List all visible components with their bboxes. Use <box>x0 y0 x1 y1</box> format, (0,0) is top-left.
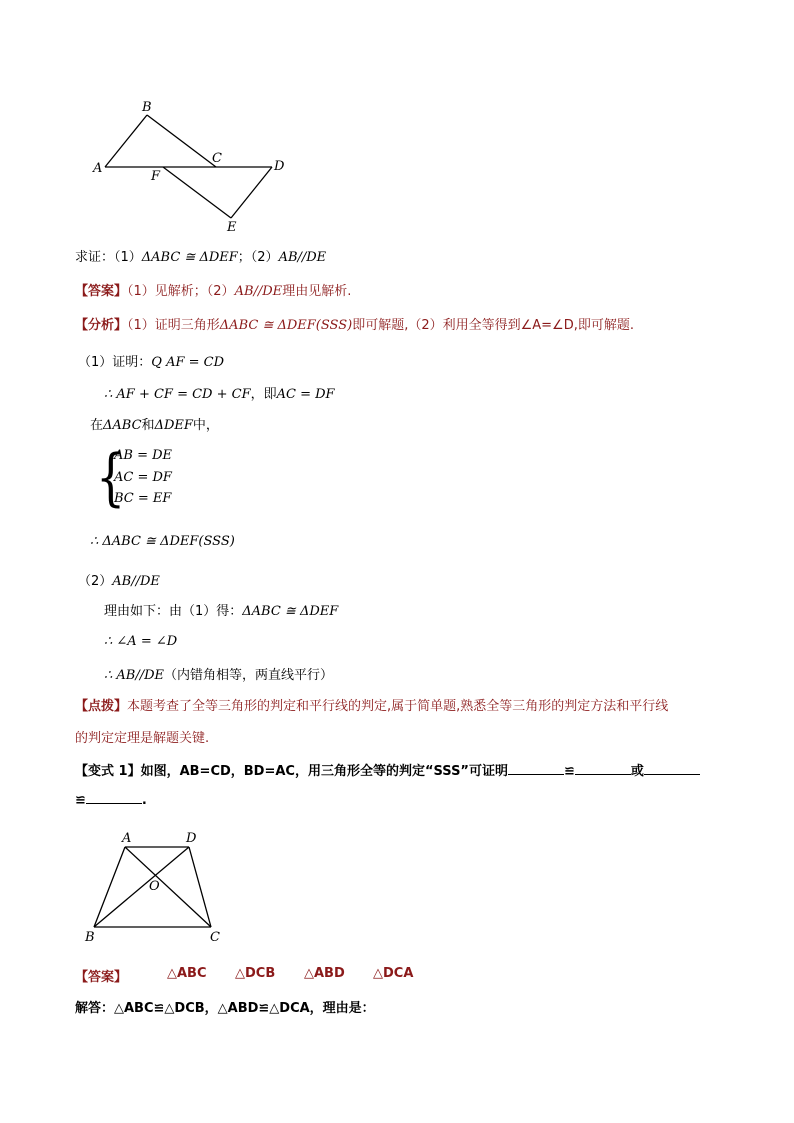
prove-prefix: 求证：（1） <box>75 250 142 265</box>
analysis-line <box>75 314 634 333</box>
label-b2: B <box>85 930 95 945</box>
tip-line-2: 的判定定理是解题关键. <box>75 731 210 746</box>
part2-heading <box>78 570 160 589</box>
blank-2[interactable] <box>575 762 631 775</box>
part2-angle: ∴ ∠A = ∠D <box>104 634 178 649</box>
proof-l3-post: 中， <box>192 418 219 433</box>
variant-period: . <box>141 793 147 808</box>
segment-bc <box>147 115 216 167</box>
label-a2: A <box>122 831 132 846</box>
segment-dc-right <box>189 847 211 927</box>
proof-line-3 <box>90 414 219 433</box>
part2-heading-math: AB//DE <box>112 574 160 589</box>
segment-fe <box>163 167 231 218</box>
proof-l3-pre: 在 <box>90 418 104 433</box>
part2-final-math: ∴ AB//DE <box>104 668 165 683</box>
proof-l3-math-1: ΔABC <box>103 418 142 433</box>
system-eq-2: AC = DF <box>114 470 172 485</box>
label-e: E <box>227 220 237 234</box>
segment-de <box>231 167 272 218</box>
variant-line-2 <box>75 791 147 808</box>
proof-l2-math: ∴ AF + CF = CD + CF <box>104 387 251 402</box>
tip-tag: 【点拨】 <box>75 699 128 714</box>
variant-text: 如图，AB=CD，BD=AC，用三角形全等的判定“SSS”可证明 <box>140 764 508 779</box>
answer2-item-1: △ABC <box>167 966 207 981</box>
prove-math-1: ΔABC ≅ ΔDEF <box>141 250 238 265</box>
answer2-item-4: △DCA <box>373 966 414 981</box>
answer-part-2: 理由见解析. <box>282 284 352 299</box>
proof-l1-text: （1）证明： <box>78 355 152 370</box>
answer2-tag: 【答案】 <box>75 970 128 985</box>
cong-2: ≌ <box>75 793 86 808</box>
equation-brace: { <box>96 440 126 514</box>
label-d: D <box>274 159 285 174</box>
part2-heading-text: （2） <box>78 574 113 589</box>
analysis-math: ΔABC ≅ ΔDEF(SSS) <box>219 318 353 333</box>
label-d2: D <box>186 831 197 846</box>
cong-1: ≌ <box>563 764 575 779</box>
analysis-part-1: （1）证明三角形 <box>127 318 220 333</box>
answer-part-1: （1）见解析；（2） <box>127 284 235 299</box>
label-o: O <box>149 879 160 894</box>
variant-or: 或 <box>630 764 644 779</box>
solution-line: 解答：△ABC≌△DCB，△ABD≌△DCA，理由是： <box>75 1001 375 1016</box>
blank-4[interactable] <box>86 791 142 804</box>
label-b: B <box>142 100 152 115</box>
proof-line-2 <box>104 383 335 402</box>
proof-l2-math-2: AC = DF <box>276 387 335 402</box>
answer2-item-2: △DCB <box>235 966 276 981</box>
variant-line-1 <box>75 760 700 779</box>
prove-line <box>75 246 326 265</box>
answer-line <box>75 280 351 299</box>
system-eq-3: BC = EF <box>114 491 172 506</box>
proof-l3-math-2: ΔDEF <box>154 418 193 433</box>
answer-tag: 【答案】 <box>75 284 128 299</box>
part2-final-text: （内错角相等，两直线平行） <box>164 668 334 683</box>
label-c: C <box>212 151 222 166</box>
blank-3[interactable] <box>644 762 700 775</box>
prove-math-2: AB//DE <box>278 250 327 265</box>
proof-conclusion: ∴ ΔABC ≅ ΔDEF(SSS) <box>90 534 235 549</box>
label-c2: C <box>210 930 220 945</box>
figure-2-diagram <box>82 828 232 948</box>
diagonal-ac <box>125 847 211 927</box>
blank-1[interactable] <box>508 762 564 775</box>
segment-ab-left <box>94 847 125 927</box>
tip-line-1 <box>75 695 668 714</box>
proof-line-1 <box>78 351 224 370</box>
part2-final <box>104 664 333 683</box>
variant-tag: 【变式 1】 <box>75 764 141 779</box>
figure-1-diagram <box>88 96 298 234</box>
answer-math: AB//DE <box>234 284 283 299</box>
label-f: F <box>151 169 161 184</box>
segment-ab <box>105 115 147 167</box>
diagonal-bd <box>94 847 189 927</box>
part2-reason <box>104 600 338 619</box>
part2-reason-text: 理由如下：由（1）得： <box>104 604 243 619</box>
analysis-tag: 【分析】 <box>75 318 128 333</box>
part2-reason-math: ΔABC ≅ ΔDEF <box>242 604 339 619</box>
analysis-part-2: 即可解题,（2）利用全等得到∠A=∠D,即可解题. <box>352 318 634 333</box>
answer2-item-3: △ABD <box>304 966 345 981</box>
tip-text-1: 本题考查了全等三角形的判定和平行线的判定,属于简单题,熟悉全等三角形的判定方法和平行线 <box>127 699 669 714</box>
label-a: A <box>93 161 103 176</box>
proof-l2-text: ，即 <box>250 387 277 402</box>
prove-sep: ；（2） <box>237 250 279 265</box>
proof-l3-mid: 和 <box>141 418 155 433</box>
proof-l1-math: Q AF = CD <box>151 355 225 370</box>
system-eq-1: AB = DE <box>114 448 173 463</box>
